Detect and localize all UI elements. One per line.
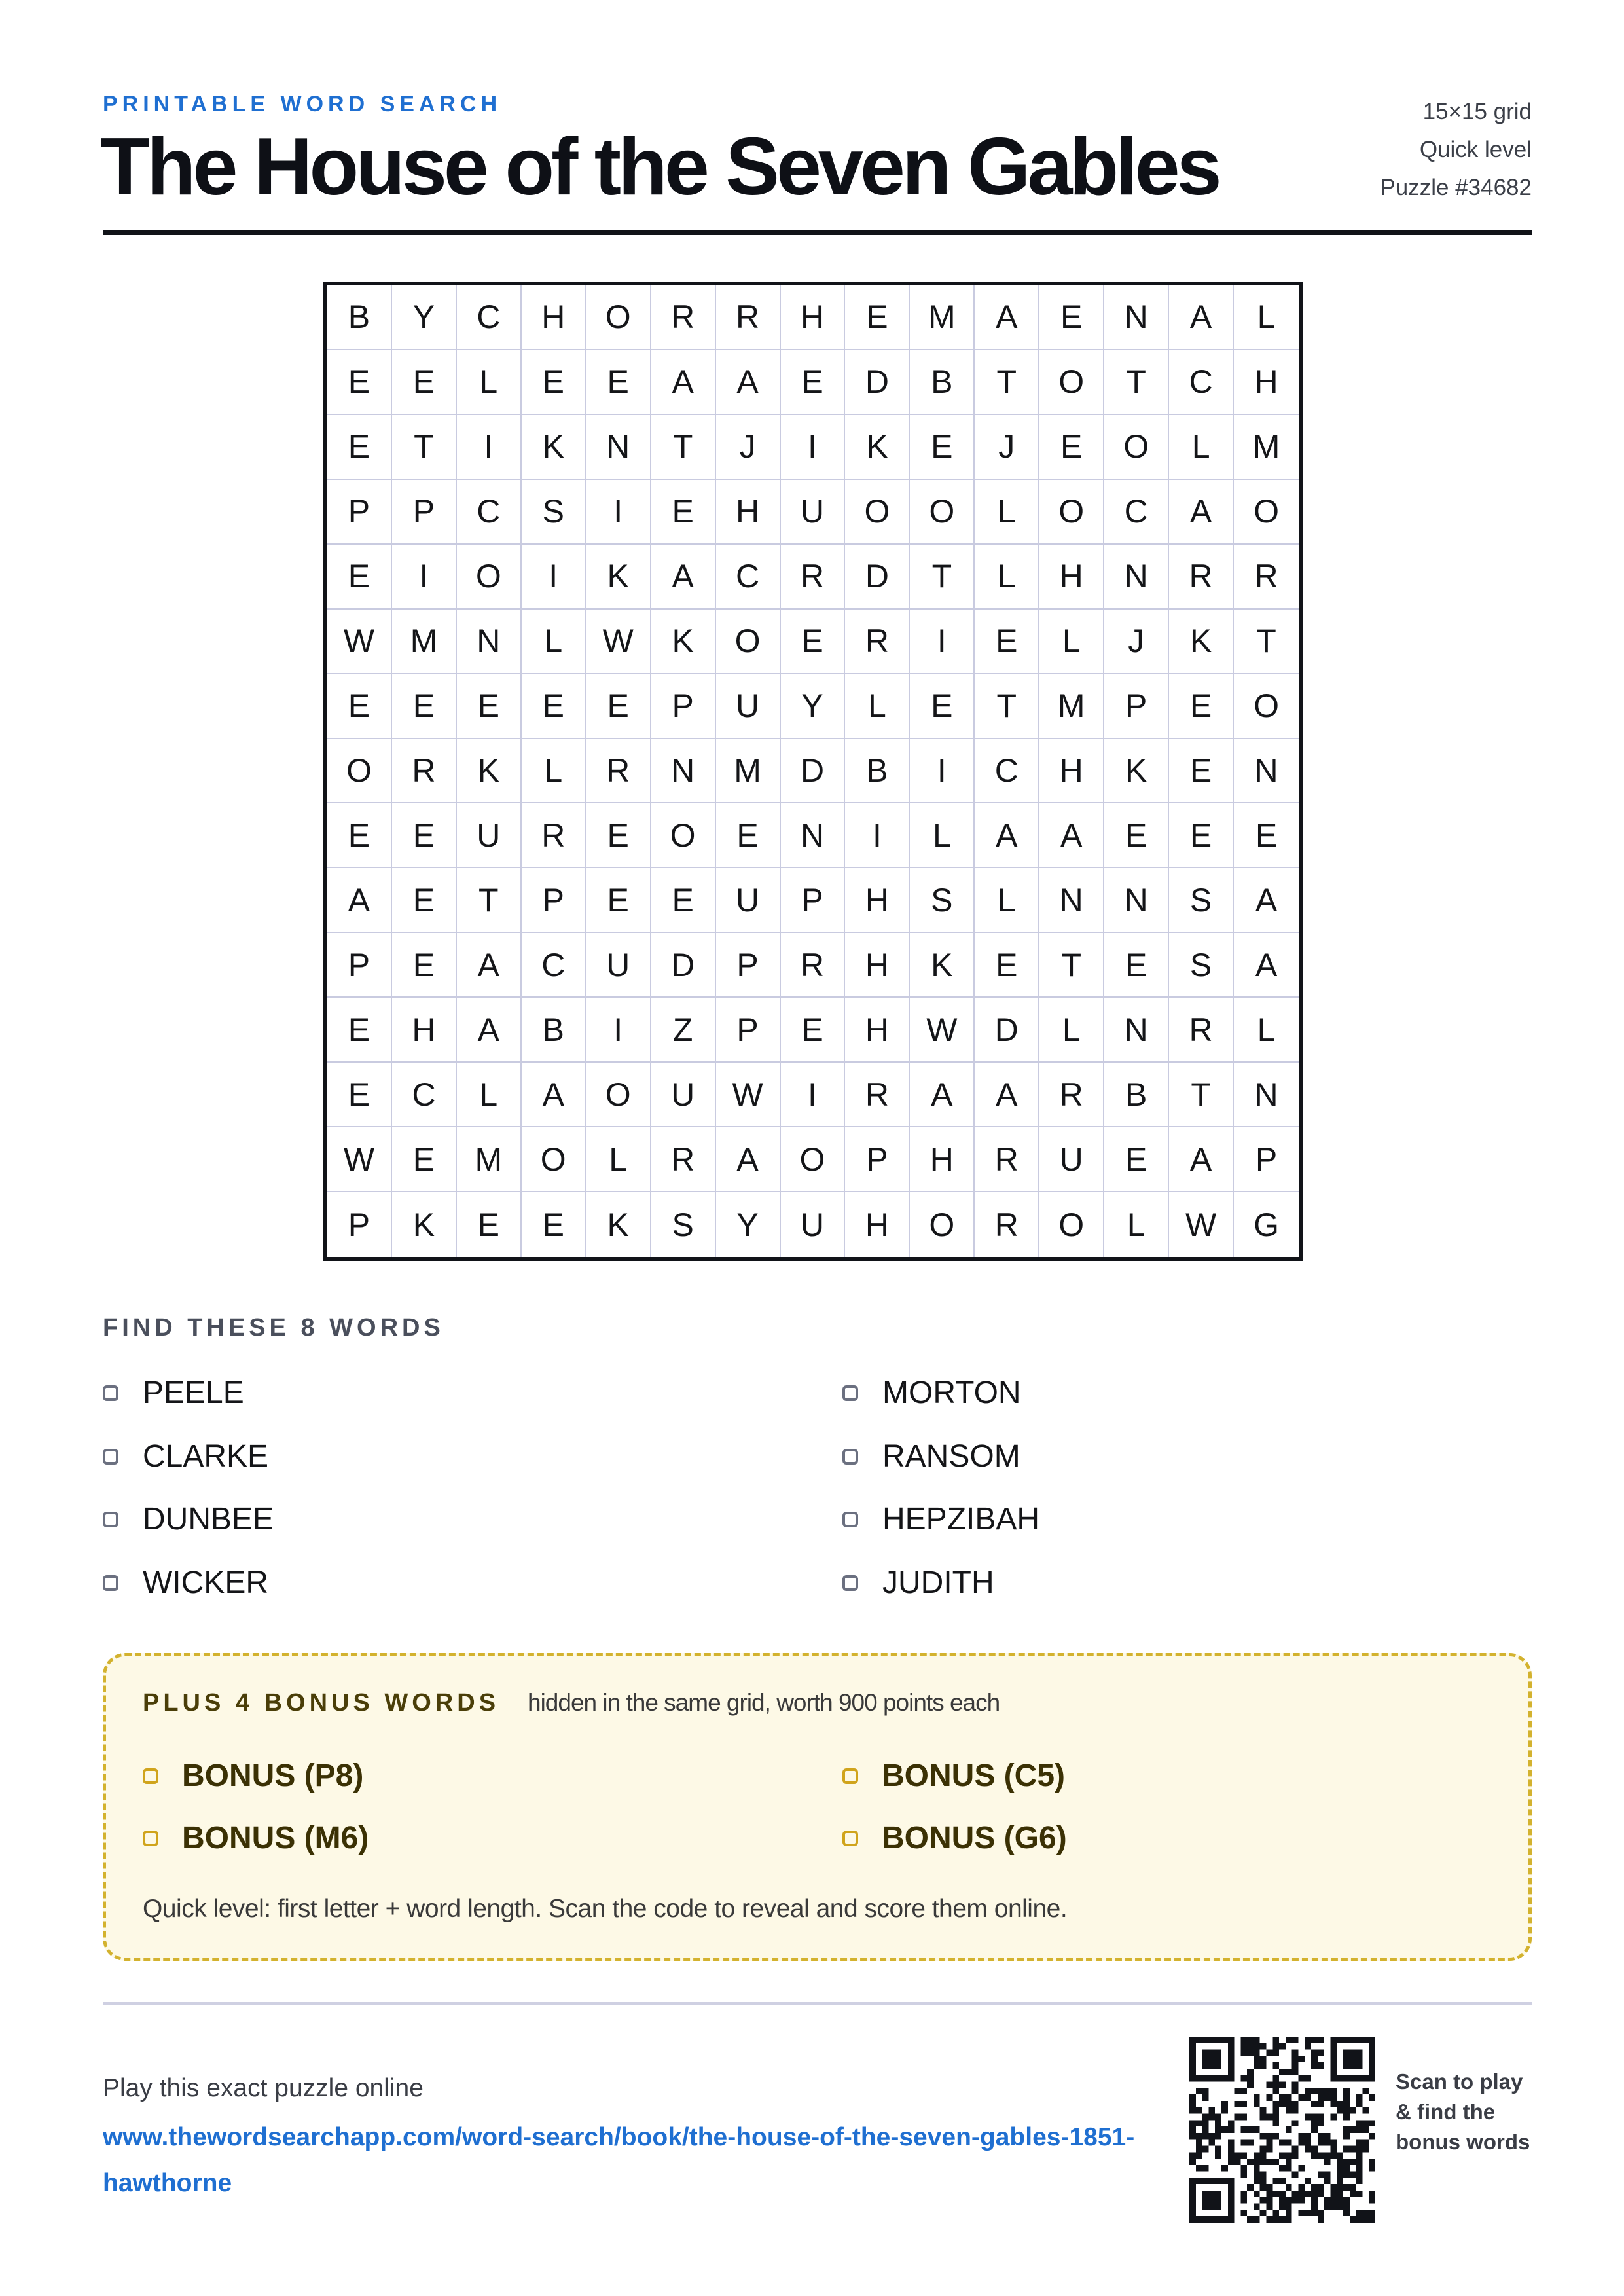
- page-title: The House of the Seven Gables: [100, 122, 1219, 212]
- word-item[interactable]: [103, 1501, 274, 1537]
- grid-cell[interactable]: N: [1104, 545, 1169, 610]
- grid-cell[interactable]: E: [781, 350, 846, 415]
- grid-cell[interactable]: O: [1039, 350, 1104, 415]
- grid-cell[interactable]: C: [457, 480, 522, 545]
- grid-cell[interactable]: E: [392, 350, 457, 415]
- grid-cell[interactable]: K: [1169, 610, 1234, 674]
- grid-cell[interactable]: B: [522, 998, 586, 1063]
- grid-cell[interactable]: E: [910, 415, 975, 480]
- grid-cell[interactable]: A: [716, 1127, 781, 1192]
- grid-cell[interactable]: H: [1039, 739, 1104, 804]
- grid-cell[interactable]: O: [910, 480, 975, 545]
- grid-cell[interactable]: N: [457, 610, 522, 674]
- grid-cell[interactable]: E: [327, 545, 392, 610]
- grid-cell[interactable]: I: [781, 415, 846, 480]
- grid-cell[interactable]: M: [1234, 415, 1299, 480]
- grid-cell[interactable]: H: [1039, 545, 1104, 610]
- grid-cell[interactable]: U: [781, 480, 846, 545]
- grid-cell[interactable]: E: [327, 350, 392, 415]
- word-label: WICKER: [143, 1565, 268, 1600]
- grid-cell[interactable]: C: [457, 285, 522, 350]
- word-label: JUDITH: [882, 1565, 994, 1600]
- grid-cell[interactable]: L: [586, 1127, 651, 1192]
- grid-cell[interactable]: S: [651, 1192, 716, 1257]
- word-item[interactable]: [103, 1565, 268, 1601]
- grid-cell[interactable]: H: [910, 1127, 975, 1192]
- grid-cell[interactable]: Y: [716, 1192, 781, 1257]
- grid-cell[interactable]: C: [1169, 350, 1234, 415]
- grid-cell[interactable]: E: [327, 674, 392, 739]
- grid-cell[interactable]: E: [457, 674, 522, 739]
- grid-cell[interactable]: D: [781, 739, 846, 804]
- grid-cell[interactable]: B: [327, 285, 392, 350]
- checkbox[interactable]: [842, 1385, 858, 1401]
- grid-cell[interactable]: D: [975, 998, 1039, 1063]
- grid-cell[interactable]: O: [1039, 480, 1104, 545]
- grid-cell[interactable]: D: [845, 545, 910, 610]
- grid-cell[interactable]: E: [586, 674, 651, 739]
- grid-cell[interactable]: R: [716, 285, 781, 350]
- grid-cell[interactable]: E: [1169, 803, 1234, 868]
- grid-cell[interactable]: O: [327, 739, 392, 804]
- grid-cell[interactable]: R: [1234, 545, 1299, 610]
- puzzle-id-label: Puzzle #34682: [1380, 175, 1532, 200]
- grid-cell[interactable]: I: [781, 1063, 846, 1127]
- grid-cell[interactable]: E: [1039, 285, 1104, 350]
- bonus-word-label: BONUS (G6): [882, 1821, 1067, 1855]
- grid-cell[interactable]: O: [910, 1192, 975, 1257]
- grid-cell[interactable]: T: [975, 674, 1039, 739]
- grid-cell[interactable]: I: [845, 803, 910, 868]
- checkbox[interactable]: [842, 1768, 858, 1784]
- grid-cell[interactable]: S: [522, 480, 586, 545]
- grid-cell[interactable]: B: [910, 350, 975, 415]
- checkbox[interactable]: [842, 1512, 858, 1527]
- bonus-word-item[interactable]: [143, 1820, 369, 1856]
- bonus-word-label: BONUS (M6): [182, 1821, 369, 1855]
- grid-cell[interactable]: L: [975, 545, 1039, 610]
- grid-cell[interactable]: E: [1234, 803, 1299, 868]
- grid-cell[interactable]: E: [522, 674, 586, 739]
- grid-cell[interactable]: E: [392, 868, 457, 933]
- grid-cell[interactable]: E: [586, 803, 651, 868]
- grid-cell[interactable]: B: [1104, 1063, 1169, 1127]
- grid-cell[interactable]: L: [1104, 1192, 1169, 1257]
- grid-cell[interactable]: L: [1039, 610, 1104, 674]
- checkbox[interactable]: [103, 1385, 118, 1401]
- grid-cell[interactable]: L: [910, 803, 975, 868]
- grid-cell[interactable]: O: [651, 803, 716, 868]
- grid-cell[interactable]: H: [716, 480, 781, 545]
- grid-cell[interactable]: S: [1169, 868, 1234, 933]
- word-item[interactable]: [842, 1438, 1020, 1474]
- grid-cell[interactable]: T: [1039, 933, 1104, 998]
- checkbox[interactable]: [842, 1449, 858, 1465]
- grid-cell[interactable]: K: [586, 1192, 651, 1257]
- checkbox[interactable]: [842, 1831, 858, 1846]
- grid-cell[interactable]: N: [1104, 868, 1169, 933]
- grid-cell[interactable]: E: [586, 868, 651, 933]
- grid-cell[interactable]: A: [975, 285, 1039, 350]
- grid-cell[interactable]: E: [1039, 415, 1104, 480]
- grid-cell[interactable]: W: [910, 998, 975, 1063]
- grid-cell[interactable]: U: [457, 803, 522, 868]
- grid-cell[interactable]: N: [651, 739, 716, 804]
- footer-divider: [103, 2002, 1532, 2005]
- grid-cell[interactable]: S: [910, 868, 975, 933]
- word-list-heading: FIND THESE 8 WORDS: [103, 1314, 444, 1341]
- grid-cell[interactable]: H: [392, 998, 457, 1063]
- grid-cell[interactable]: O: [716, 610, 781, 674]
- grid-cell[interactable]: A: [522, 1063, 586, 1127]
- grid-cell[interactable]: A: [327, 868, 392, 933]
- grid-cell[interactable]: H: [845, 998, 910, 1063]
- grid-cell[interactable]: P: [327, 480, 392, 545]
- grid-cell[interactable]: N: [586, 415, 651, 480]
- grid-cell[interactable]: P: [716, 998, 781, 1063]
- grid-cell[interactable]: R: [845, 1063, 910, 1127]
- checkbox[interactable]: [103, 1449, 118, 1465]
- grid-cell[interactable]: E: [651, 480, 716, 545]
- checkbox[interactable]: [143, 1768, 158, 1784]
- grid-cell[interactable]: U: [716, 674, 781, 739]
- grid-cell[interactable]: P: [392, 480, 457, 545]
- grid-cell[interactable]: R: [1169, 998, 1234, 1063]
- grid-cell[interactable]: R: [586, 739, 651, 804]
- grid-cell[interactable]: A: [975, 803, 1039, 868]
- grid-cell[interactable]: B: [845, 739, 910, 804]
- grid-cell[interactable]: T: [457, 868, 522, 933]
- grid-cell[interactable]: O: [457, 545, 522, 610]
- grid-cell[interactable]: U: [586, 933, 651, 998]
- word-label: MORTON: [882, 1376, 1021, 1410]
- grid-cell[interactable]: Z: [651, 998, 716, 1063]
- word-label: DUNBEE: [143, 1502, 274, 1537]
- grid-cell[interactable]: A: [910, 1063, 975, 1127]
- qr-code-icon[interactable]: [1189, 2037, 1375, 2223]
- grid-cell[interactable]: L: [1234, 998, 1299, 1063]
- grid-cell[interactable]: J: [1104, 610, 1169, 674]
- bonus-word-label: BONUS (C5): [882, 1758, 1066, 1793]
- grid-cell[interactable]: M: [1039, 674, 1104, 739]
- grid-cell[interactable]: E: [392, 674, 457, 739]
- grid-cell[interactable]: Y: [781, 674, 846, 739]
- word-label: PEELE: [143, 1376, 244, 1410]
- grid-cell[interactable]: R: [522, 803, 586, 868]
- grid-cell[interactable]: O: [1234, 674, 1299, 739]
- scan-instructions: Scan to play & find the bonus words: [1396, 2069, 1530, 2154]
- grid-cell[interactable]: U: [716, 868, 781, 933]
- grid-cell[interactable]: A: [1234, 868, 1299, 933]
- grid-cell[interactable]: E: [327, 803, 392, 868]
- grid-cell[interactable]: I: [910, 739, 975, 804]
- grid-cell[interactable]: C: [1104, 480, 1169, 545]
- grid-cell[interactable]: O: [845, 480, 910, 545]
- grid-cell[interactable]: I: [457, 415, 522, 480]
- word-item[interactable]: [842, 1565, 994, 1601]
- grid-cell[interactable]: K: [522, 415, 586, 480]
- bonus-heading: PLUS 4 BONUS WORDS: [143, 1689, 500, 1717]
- grid-cell[interactable]: E: [1104, 803, 1169, 868]
- grid-cell[interactable]: R: [975, 1192, 1039, 1257]
- grid-cell[interactable]: W: [327, 610, 392, 674]
- grid-cell[interactable]: R: [1039, 1063, 1104, 1127]
- grid-cell[interactable]: M: [716, 739, 781, 804]
- grid-cell[interactable]: A: [1169, 480, 1234, 545]
- grid-cell[interactable]: N: [1039, 868, 1104, 933]
- grid-cell[interactable]: A: [651, 350, 716, 415]
- grid-cell[interactable]: R: [392, 739, 457, 804]
- grid-cell[interactable]: U: [651, 1063, 716, 1127]
- grid-cell[interactable]: T: [1104, 350, 1169, 415]
- grid-cell[interactable]: E: [327, 998, 392, 1063]
- grid-cell[interactable]: E: [1169, 674, 1234, 739]
- grid-cell[interactable]: K: [651, 610, 716, 674]
- grid-cell[interactable]: A: [1234, 933, 1299, 998]
- word-item[interactable]: [103, 1438, 268, 1474]
- grid-cell[interactable]: T: [651, 415, 716, 480]
- grid-cell[interactable]: M: [392, 610, 457, 674]
- grid-cell[interactable]: R: [975, 1127, 1039, 1192]
- grid-cell[interactable]: O: [1234, 480, 1299, 545]
- grid-cell[interactable]: T: [392, 415, 457, 480]
- grid-cell[interactable]: K: [845, 415, 910, 480]
- bonus-note: Quick level: first letter + word length. Scan the code to reveal and score them online.: [143, 1895, 1068, 1923]
- grid-cell[interactable]: T: [1234, 610, 1299, 674]
- grid-size-label: 15×15 grid: [1422, 99, 1532, 124]
- grid-cell[interactable]: P: [327, 1192, 392, 1257]
- play-online-label: Play this exact puzzle online: [103, 2074, 424, 2102]
- grid-cell[interactable]: E: [975, 610, 1039, 674]
- grid-cell[interactable]: W: [327, 1127, 392, 1192]
- word-item[interactable]: [842, 1501, 1039, 1537]
- header-divider: [103, 230, 1532, 235]
- grid-cell[interactable]: G: [1254, 1206, 1279, 1243]
- grid-cell[interactable]: H: [845, 1192, 910, 1257]
- grid-cell[interactable]: L: [522, 610, 586, 674]
- grid-cell[interactable]: L: [845, 674, 910, 739]
- grid-cell[interactable]: W: [1169, 1192, 1234, 1257]
- grid-cell[interactable]: N: [1104, 998, 1169, 1063]
- grid-cell[interactable]: R: [781, 933, 846, 998]
- grid-cell[interactable]: R: [845, 610, 910, 674]
- grid-cell[interactable]: E: [716, 803, 781, 868]
- grid-cell[interactable]: E: [327, 415, 392, 480]
- grid-cell[interactable]: E: [586, 350, 651, 415]
- grid-cell[interactable]: O: [522, 1127, 586, 1192]
- word-item[interactable]: [103, 1375, 244, 1411]
- puzzle-url-link[interactable]: www.thewordsearchapp.com/word-search/book/the-house-of-the-seven-gables-1851-hawthorne: [103, 2123, 1135, 2197]
- grid-cell[interactable]: E: [975, 933, 1039, 998]
- grid-cell[interactable]: H: [845, 868, 910, 933]
- grid-cell[interactable]: I: [392, 545, 457, 610]
- grid-cell[interactable]: E: [781, 610, 846, 674]
- grid-cell[interactable]: E: [1169, 739, 1234, 804]
- grid-cell[interactable]: A: [457, 998, 522, 1063]
- grid-cell[interactable]: E: [457, 1192, 522, 1257]
- checkbox[interactable]: [103, 1512, 118, 1527]
- grid-cell[interactable]: K: [1104, 739, 1169, 804]
- grid-cell[interactable]: S: [1169, 933, 1234, 998]
- grid-cell[interactable]: L: [522, 739, 586, 804]
- grid-cell[interactable]: E: [327, 1063, 392, 1127]
- grid-cell[interactable]: N: [781, 803, 846, 868]
- grid-cell[interactable]: H: [781, 285, 846, 350]
- grid-cell[interactable]: C: [716, 545, 781, 610]
- grid-cell[interactable]: E: [1104, 933, 1169, 998]
- grid-cell[interactable]: E: [845, 285, 910, 350]
- grid-cell[interactable]: J: [716, 415, 781, 480]
- bonus-word-item[interactable]: [842, 1758, 1065, 1794]
- grid-cell[interactable]: P: [327, 933, 392, 998]
- grid-cell[interactable]: K: [586, 545, 651, 610]
- grid-cell[interactable]: P: [716, 933, 781, 998]
- grid-cell[interactable]: K: [910, 933, 975, 998]
- grid-cell[interactable]: L: [975, 868, 1039, 933]
- kicker-label: PRINTABLE WORD SEARCH: [103, 92, 502, 117]
- word-label: CLARKE: [143, 1439, 269, 1474]
- grid-cell[interactable]: A: [1169, 285, 1234, 350]
- grid-cell[interactable]: T: [910, 545, 975, 610]
- grid-cell[interactable]: R: [651, 1127, 716, 1192]
- grid-cell[interactable]: P: [1104, 674, 1169, 739]
- grid-cell[interactable]: O: [586, 1063, 651, 1127]
- grid-cell[interactable]: T: [1169, 1063, 1234, 1127]
- grid-cell[interactable]: K: [392, 1192, 457, 1257]
- grid-cell[interactable]: E: [392, 1127, 457, 1192]
- grid-cell[interactable]: W: [716, 1063, 781, 1127]
- grid-cell[interactable]: A: [716, 350, 781, 415]
- grid-cell[interactable]: R: [651, 285, 716, 350]
- checkbox[interactable]: [103, 1575, 118, 1591]
- grid-cell[interactable]: E: [781, 998, 846, 1063]
- grid-cell[interactable]: E: [522, 1192, 586, 1257]
- word-label: HEPZIBAH: [882, 1502, 1040, 1537]
- grid-cell[interactable]: T: [975, 350, 1039, 415]
- grid-cell[interactable]: L: [457, 350, 522, 415]
- grid-cell[interactable]: I: [586, 480, 651, 545]
- grid-cell[interactable]: U: [781, 1192, 846, 1257]
- grid-cell[interactable]: E: [910, 674, 975, 739]
- grid-cell[interactable]: E: [1104, 1127, 1169, 1192]
- grid-cell[interactable]: O: [1039, 1192, 1104, 1257]
- grid-cell[interactable]: P: [845, 1127, 910, 1192]
- grid-cell[interactable]: L: [1039, 998, 1104, 1063]
- checkbox[interactable]: [842, 1575, 858, 1591]
- grid-cell[interactable]: E: [392, 803, 457, 868]
- grid-cell[interactable]: C: [522, 933, 586, 998]
- bonus-word-label: BONUS (P8): [182, 1758, 364, 1793]
- grid-cell[interactable]: I: [522, 545, 586, 610]
- grid-cell[interactable]: N: [1234, 1063, 1299, 1127]
- grid-cell[interactable]: K: [457, 739, 522, 804]
- puzzle-meta: [1380, 93, 1532, 207]
- grid-cell[interactable]: L: [457, 1063, 522, 1127]
- bonus-word-item[interactable]: [842, 1820, 1067, 1856]
- grid-cell[interactable]: L: [1169, 415, 1234, 480]
- grid-cell[interactable]: M: [910, 285, 975, 350]
- grid-cell[interactable]: E: [651, 868, 716, 933]
- grid-cell[interactable]: L: [975, 480, 1039, 545]
- word-label: RANSOM: [882, 1439, 1020, 1474]
- grid-cell[interactable]: E: [392, 933, 457, 998]
- grid-cell[interactable]: D: [845, 350, 910, 415]
- grid-cell[interactable]: N: [1104, 285, 1169, 350]
- bonus-subtitle: hidden in the same grid, worth 900 points each: [528, 1689, 1000, 1716]
- grid-cell[interactable]: P: [781, 868, 846, 933]
- grid-cell[interactable]: L: [1234, 285, 1299, 350]
- grid-cell[interactable]: O: [1104, 415, 1169, 480]
- grid-cell[interactable]: P: [651, 674, 716, 739]
- word-item[interactable]: [842, 1375, 1021, 1411]
- checkbox[interactable]: [143, 1831, 158, 1846]
- grid-cell[interactable]: U: [1039, 1127, 1104, 1192]
- grid-cell[interactable]: W: [586, 610, 651, 674]
- grid-cell[interactable]: P: [522, 868, 586, 933]
- grid-cell[interactable]: A: [457, 933, 522, 998]
- grid-cell[interactable]: O: [586, 285, 651, 350]
- grid-cell[interactable]: R: [781, 545, 846, 610]
- letter-grid: [323, 282, 1303, 1261]
- grid-cell[interactable]: A: [1169, 1127, 1234, 1192]
- grid-cell[interactable]: A: [651, 545, 716, 610]
- grid-cell[interactable]: M: [457, 1127, 522, 1192]
- grid-cell[interactable]: J: [975, 415, 1039, 480]
- bonus-word-item[interactable]: [143, 1758, 363, 1794]
- grid-cell[interactable]: A: [1039, 803, 1104, 868]
- grid-cell[interactable]: C: [975, 739, 1039, 804]
- grid-cell[interactable]: P: [1234, 1127, 1299, 1192]
- grid-cell[interactable]: Y: [392, 285, 457, 350]
- grid-cell[interactable]: C: [392, 1063, 457, 1127]
- level-label: Quick level: [1419, 137, 1532, 162]
- grid-cell[interactable]: E: [522, 350, 586, 415]
- grid-cell[interactable]: R: [1169, 545, 1234, 610]
- grid-cell[interactable]: O: [781, 1127, 846, 1192]
- grid-cell[interactable]: N: [1234, 739, 1299, 804]
- grid-cell[interactable]: H: [845, 933, 910, 998]
- grid-cell[interactable]: H: [1234, 350, 1299, 415]
- grid-cell[interactable]: A: [975, 1063, 1039, 1127]
- grid-cell[interactable]: I: [586, 998, 651, 1063]
- grid-cell[interactable]: D: [651, 933, 716, 998]
- grid-cell[interactable]: I: [910, 610, 975, 674]
- grid-cell[interactable]: H: [522, 285, 586, 350]
